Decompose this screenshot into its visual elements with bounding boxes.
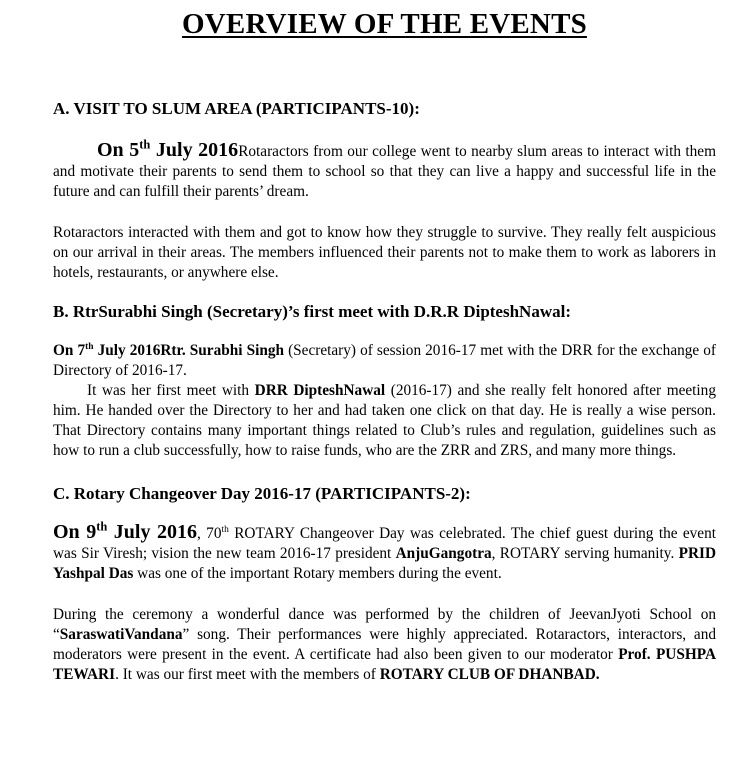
section-b-paragraph-1 <box>53 341 716 381</box>
section-c-date: On 9th July 2016 <box>53 519 197 543</box>
section-b-paragraph-2: It was her first meet with DRR DipteshNawal (2016-17) and she really felt honored after meeting him. He handed over the Directory to her and had taken one click on that day. He is really a wise person. That Directory contains many important things related to Club’s rules and regulation, guidelines such as how to run a club successfully, how to raise funds, who are the ZRR and ZRS, and many more things. <box>53 382 716 459</box>
song-name: SaraswatiVandana <box>59 626 183 643</box>
section-a-paragraph-2: Rotaractors interacted with them and got to know how they struggle to survive. They really felt auspicious on our arrival in their areas. The members influenced their parents not to make them to work as laborers in hotels, restaurants, or anywhere else. <box>53 224 716 281</box>
drr-name: DRR DipteshNawal <box>254 382 386 399</box>
section-c-paragraph-2: During the ceremony a wonderful dance was performed by the children of JeevanJyoti School on “SaraswatiVandana” song. Their performances were highly appreciated. Rotaractors, interactors, and moderators were present in the event. A certificate had also been given to our moderator Prof. PUSHPA TEWARI. It was our first meet with the members of ROTARY CLUB OF DHANBAD. <box>53 606 716 683</box>
document-title: OVERVIEW OF THE EVENTS <box>182 8 587 40</box>
section-b-paragraph-1-text: (Secretary) of session 2016-17 met with the DRR for the exchange of Directory of 2016-17. <box>53 342 717 379</box>
president-name: AnjuGangotra <box>395 545 492 562</box>
moderator-name: Prof. PUSHPA TEWARI <box>53 646 716 683</box>
section-c-heading: C. Rotary Changeover Day 2016-17 (PARTICIPANTS-2): <box>53 484 471 503</box>
section-a-heading: A. VISIT TO SLUM AREA (PARTICIPANTS-10): <box>53 99 420 118</box>
prid-name: PRID Yashpal Das <box>53 545 716 582</box>
section-b-heading: B. RtrSurabhi Singh (Secretary)’s first meet with D.R.R DipteshNawal: <box>53 302 571 321</box>
section-b-date: On 7th July 2016Rtr. Surabhi Singh <box>53 341 284 359</box>
section-a-date: On 5th July 2016 <box>97 137 239 161</box>
club-name: ROTARY CLUB OF DHANBAD. <box>379 666 600 683</box>
section-c-paragraph-1: On 9th July 2016, 70th ROTARY Changeover Day was celebrated. The chief guest during the event was Sir Viresh; vision the new team 2016-17 president AnjuGangotra, ROTARY serving humanity. PRID Yashpal Das was one of the important Rotary members during the event. <box>53 519 716 582</box>
section-a-paragraph-1-text: Rotaractors from our college went to nearby slum areas to interact with them and motivate their parents to send them to school so that they can live a happy and successful life in the future and can fulfill their parents’ dream. <box>53 143 716 200</box>
section-a-paragraph-1 <box>53 137 716 202</box>
